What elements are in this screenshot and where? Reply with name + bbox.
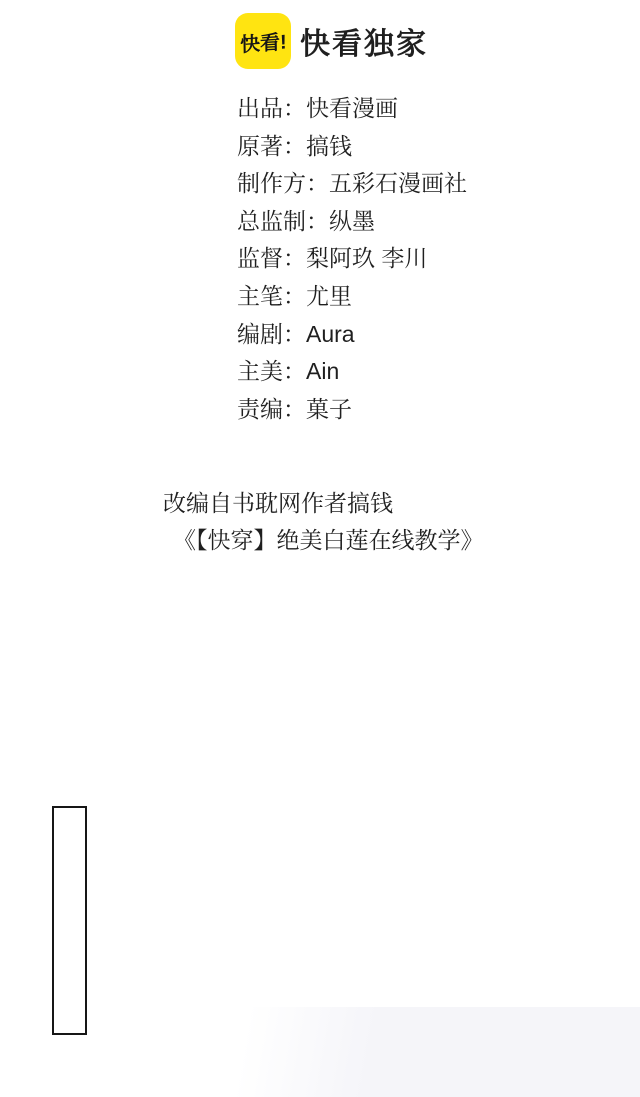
credit-label: 监督 (237, 245, 283, 272)
kuaikan-logo-text: 快看! (239, 30, 287, 57)
credit-value: Ain (306, 358, 340, 385)
credit-separator: ： (283, 320, 306, 347)
credit-value: Aura (306, 320, 355, 347)
credit-label: 总监制 (237, 207, 306, 234)
credit-row-original-author (237, 128, 467, 166)
credit-value: 尤里 (306, 282, 352, 309)
credit-label: 原著 (237, 132, 283, 159)
credit-separator: ： (283, 358, 306, 385)
credit-label: 制作方 (237, 170, 306, 197)
credit-separator: ： (283, 132, 306, 159)
credit-row-editor (237, 391, 467, 429)
credit-separator: ： (306, 170, 329, 197)
credits-list (237, 90, 467, 428)
credit-separator: ： (283, 95, 306, 121)
credit-value: 纵墨 (329, 207, 375, 234)
credit-value: 快看漫画 (306, 95, 398, 121)
adaptation-source: 改编自书耽网作者搞钱 (163, 490, 393, 516)
credit-separator: ： (283, 282, 306, 309)
credit-label: 出品 (237, 95, 283, 121)
credit-row-publisher (237, 90, 467, 128)
credit-row-art-director (237, 353, 467, 391)
credit-label: 责编 (237, 395, 283, 422)
bottom-shade (0, 1007, 640, 1097)
credit-label: 主美 (237, 358, 283, 385)
kuaikan-logo-icon (235, 13, 291, 69)
credit-row-supervisor (237, 240, 467, 278)
panel-outline-rectangle (52, 806, 87, 1035)
adaptation-title: 《【快穿】绝美白莲在线教学》 (173, 527, 484, 553)
credit-value: 搞钱 (306, 132, 352, 159)
credit-label: 主笔 (237, 282, 283, 309)
credit-row-chief-producer (237, 203, 467, 241)
credit-separator: ： (283, 395, 306, 422)
credit-label: 编剧 (237, 320, 283, 347)
credit-row-screenwriter (237, 316, 467, 354)
credit-row-production (237, 165, 467, 203)
credit-separator: ： (283, 245, 306, 272)
credit-value: 菓子 (306, 395, 352, 422)
brand-title: 快看独家 (300, 28, 428, 61)
adaptation-note (163, 485, 484, 559)
credit-value: 五彩石漫画社 (329, 170, 467, 197)
credit-separator: ： (306, 207, 329, 234)
brand-row (235, 13, 428, 69)
credit-value: 梨阿玖 李川 (306, 245, 428, 272)
credit-row-lead-artist (237, 278, 467, 316)
